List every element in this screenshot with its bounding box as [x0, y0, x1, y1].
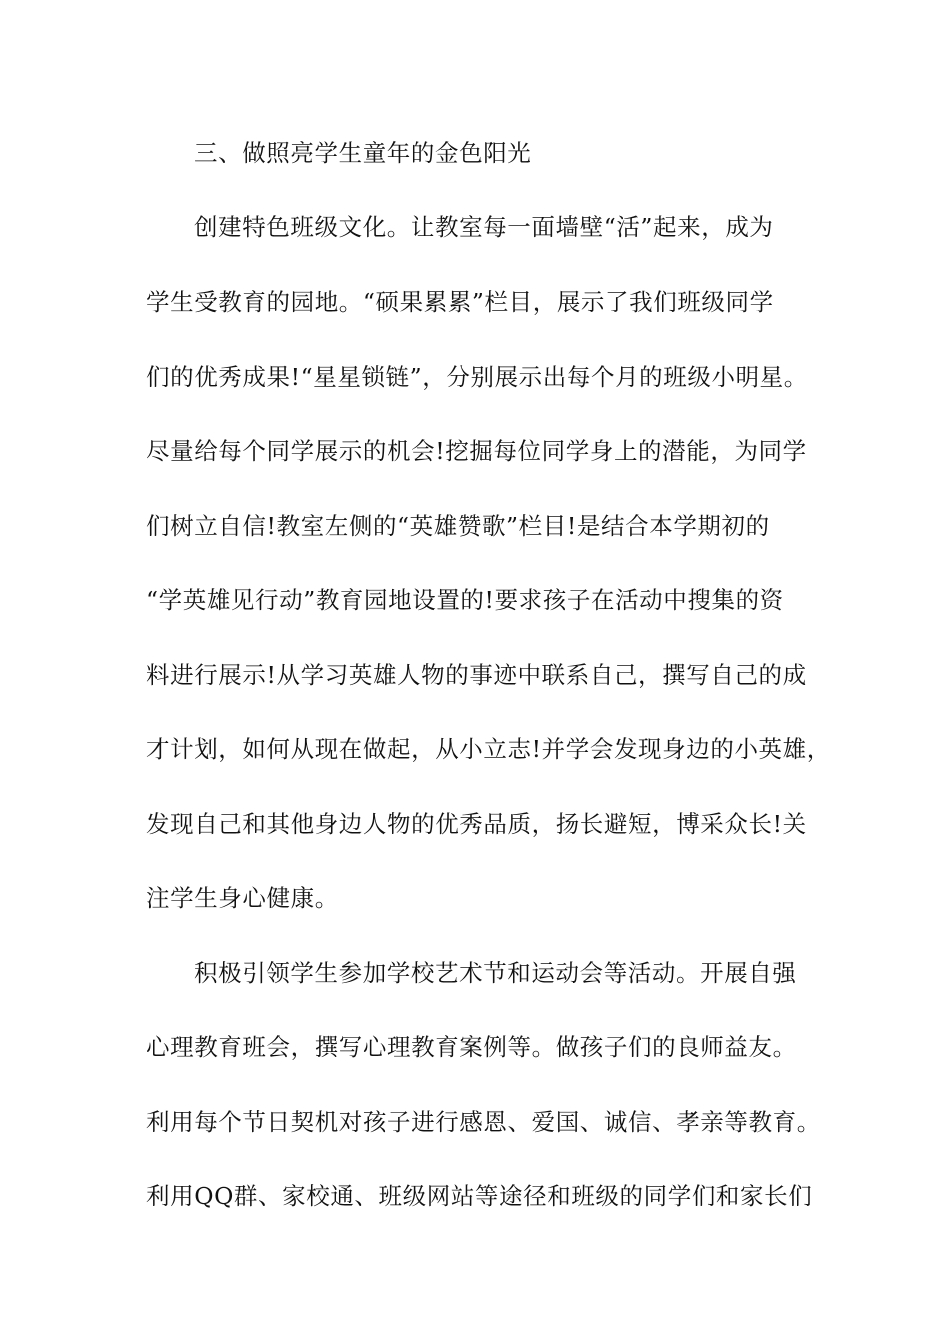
paragraph-line: 注学生身心健康。 [146, 884, 339, 912]
paragraph-line: 尽量给每个同学展示的机会!挖掘每位同学身上的潜能，为同学 [146, 437, 807, 465]
paragraph-line: 们树立自信!教室左侧的“英雄赞歌”栏目!是结合本学期初的 [146, 512, 770, 540]
paragraph-line: 积极引领学生参加学校艺术节和运动会等活动。开展自强 [194, 959, 797, 987]
paragraph-line: “学英雄见行动”教育园地设置的!要求孩子在活动中搜集的资 [146, 586, 784, 614]
section-heading: 三、做照亮学生童年的金色阳光 [194, 139, 532, 167]
paragraph-line: 学生受教育的园地。“硕果累累”栏目，展示了我们班级同学 [146, 288, 774, 316]
paragraph-line: 才计划，如何从现在做起，从小立志!并学会发现身边的小英雄， [146, 735, 831, 763]
paragraph-line: 利用每个节日契机对孩子进行感恩、爱国、诚信、孝亲等教育。 [146, 1108, 821, 1136]
paragraph-line: 利用QQ群、家校通、班级网站等途径和班级的同学们和家长们 [146, 1182, 813, 1210]
paragraph-line: 心理教育班会，撰写心理教育案例等。做孩子们的良师益友。 [146, 1033, 797, 1061]
paragraph-line: 们的优秀成果!“星星锁链”，分别展示出每个月的班级小明星。 [146, 363, 808, 391]
paragraph-line: 创建特色班级文化。让教室每一面墙壁“活”起来，成为 [194, 213, 774, 241]
paragraph-line: 料进行展示!从学习英雄人物的事迹中联系自己，撰写自己的成 [146, 661, 807, 689]
paragraph-line: 发现自己和其他身边人物的优秀品质，扬长避短，博采众长!关 [146, 810, 807, 838]
